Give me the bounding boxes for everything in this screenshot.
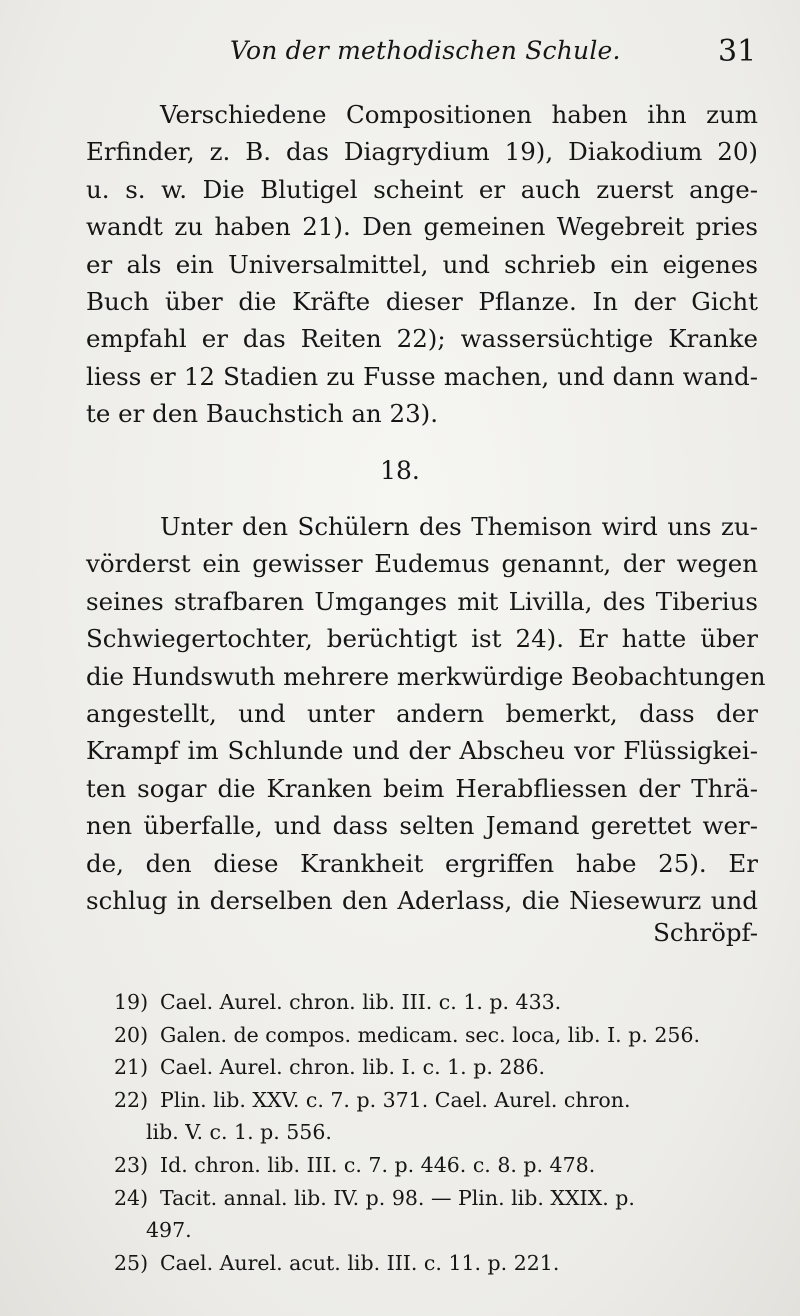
text-line: schlug in derselben den Aderlass, die Niesewurz und [86, 885, 758, 915]
text-line: u. s. w. Die Blutigel scheint er auch zuerst ange- [86, 174, 758, 204]
footnote-text: Cael. Aurel. acut. lib. III. c. 11. p. 221. [160, 1250, 560, 1275]
text-line: wandt zu haben 21). Den gemeinen Wegebreit pries [86, 212, 758, 242]
footnote-24 [114, 1182, 764, 1215]
footnote-number: 21) [114, 1055, 149, 1080]
footnote-text: 497. [146, 1218, 192, 1243]
text-line: seines strafbaren Umganges mit Livilla, des Tiberius [86, 586, 758, 616]
footnote-text: lib. V. c. 1. p. 556. [146, 1120, 332, 1145]
footnote-24-continuation [114, 1214, 764, 1247]
footnote-number: 24) [114, 1185, 149, 1210]
footnote-number: 19) [114, 990, 149, 1014]
text-line: Krampf im Schlunde und der Abscheu vor Flüssigkei- [86, 736, 758, 766]
footnote-22-continuation [114, 1116, 764, 1149]
text-line: Schwiegertochter, berüchtigt ist 24). Er hatte über [86, 624, 758, 654]
text-line: de, den diese Krankheit ergriffen habe 25). Er [86, 848, 758, 878]
footnote-21 [114, 1051, 764, 1084]
catchword: Schröpf- [653, 918, 758, 947]
text-line: empfahl er das Reiten 22); wassersüchtige Kranke [86, 324, 758, 354]
footnote-text: Cael. Aurel. chron. lib. III. c. 1. p. 433. [160, 990, 562, 1014]
footnote-number: 23) [114, 1152, 149, 1177]
text-line: er als ein Universalmittel, und schrieb ein eigenes [86, 249, 758, 279]
text-line: Verschiedene Compositionen haben ihn zum [160, 100, 758, 129]
footnote-20 [114, 1019, 764, 1052]
footnotes [114, 986, 764, 1279]
footnote-number: 20) [114, 1022, 149, 1047]
text-line: Unter den Schülern des Themison wird uns zu- [160, 512, 758, 541]
page-header [0, 34, 800, 74]
text-line: Erfinder, z. B. das Diagrydium 19), Diakodium 20) [86, 137, 758, 167]
text-line: nen überfalle, und dass selten Jemand gerettet wer- [86, 811, 758, 841]
paragraph-2 [86, 508, 766, 919]
section-number: 18. [380, 456, 420, 485]
footnote-23 [114, 1149, 764, 1182]
text-line: liess er 12 Stadien zu Fusse machen, und dann wand- [86, 361, 758, 391]
text-line: vörderst ein gewisser Eudemus genannt, der wegen [86, 549, 758, 579]
footnote-number: 22) [114, 1087, 149, 1112]
footnote-text: Id. chron. lib. III. c. 7. p. 446. c. 8. p. 478. [160, 1152, 596, 1177]
footnote-25 [114, 1247, 764, 1280]
footnote-text: Plin. lib. XXV. c. 7. p. 371. Cael. Aurel. chron. [160, 1087, 631, 1112]
text-line: die Hundswuth mehrere merkwürdige Beobachtungen [86, 661, 766, 691]
footnote-19 [114, 986, 764, 1019]
text-line: ten sogar die Kranken beim Herabfliessen der Thrä- [86, 773, 758, 803]
footnote-text: Galen. de compos. medicam. sec. loca, lib. I. p. 256. [160, 1022, 700, 1047]
footnote-22 [114, 1084, 764, 1117]
running-title: Von der methodischen Schule. [230, 36, 621, 65]
page-number: 31 [718, 34, 757, 69]
footnote-text: Tacit. annal. lib. IV. p. 98. — Plin. lib. XXIX. p. [160, 1185, 635, 1210]
text-line: te er den Bauchstich an 23). [86, 399, 439, 429]
footnote-text: Cael. Aurel. chron. lib. I. c. 1. p. 286. [160, 1055, 546, 1080]
footnote-number: 25) [114, 1250, 149, 1275]
paragraph-1 [86, 96, 758, 433]
text-line: angestellt, und unter andern bemerkt, dass der [86, 698, 758, 728]
text-line: Buch über die Kräfte dieser Pflanze. In der Gicht [86, 286, 758, 316]
